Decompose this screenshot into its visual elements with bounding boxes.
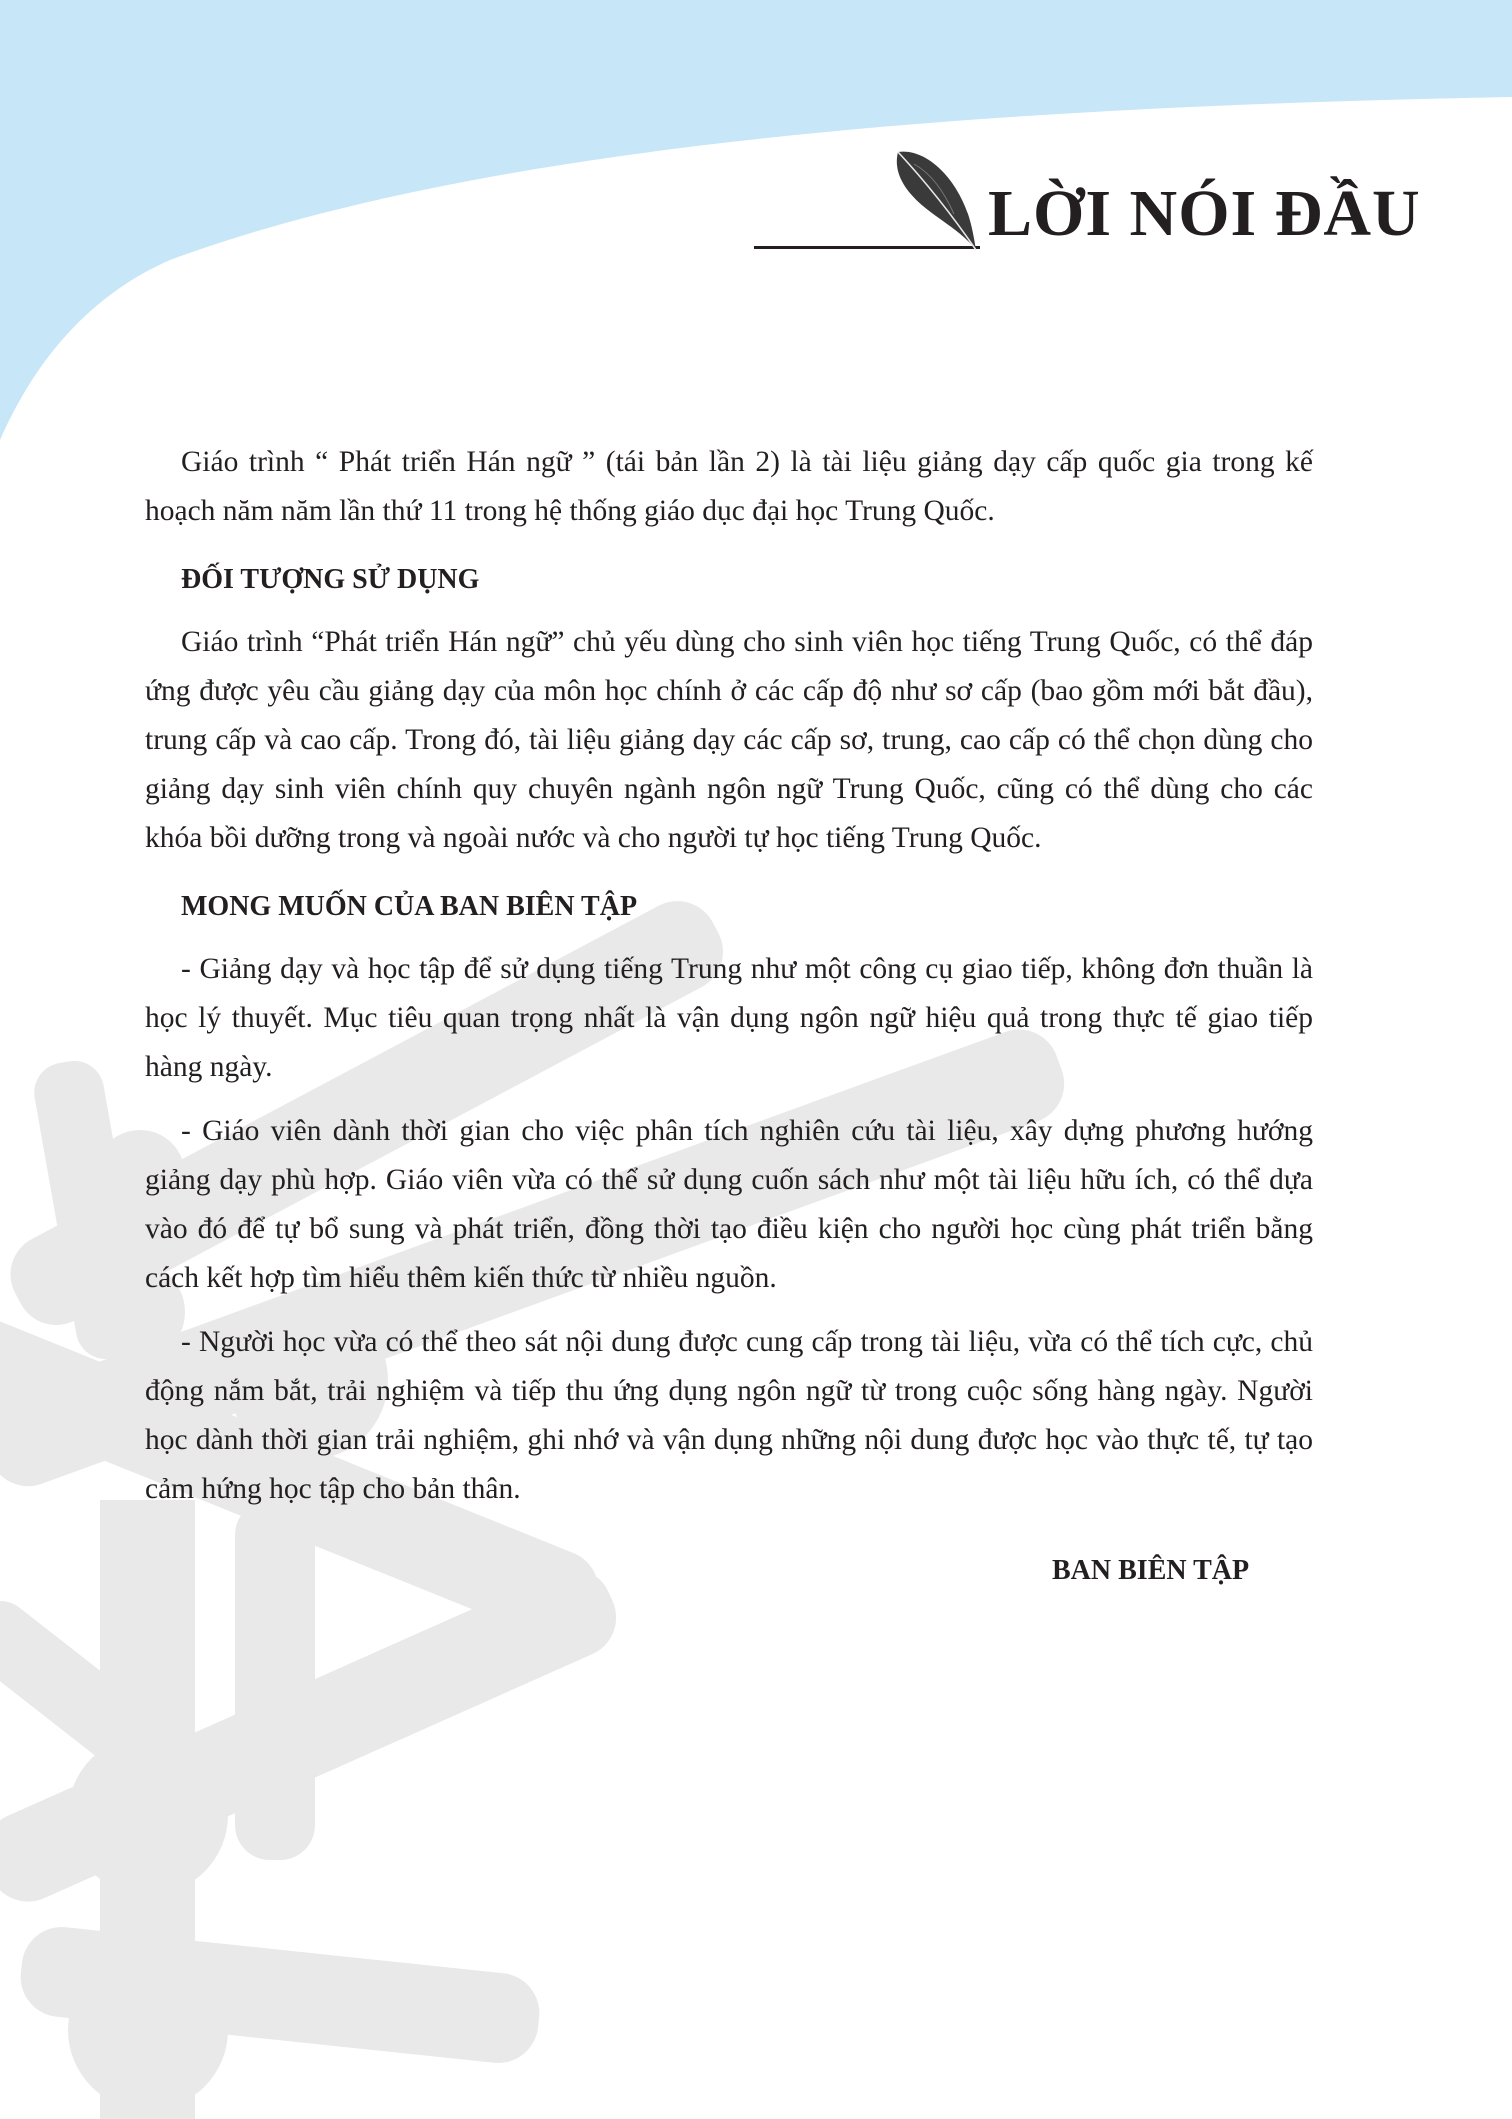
wish-point: - Người học vừa có thể theo sát nội dung được cung cấp trong tài liệu, vừa có thể tích cực, chủ động nắm bắt, trải nghiệm và tiếp thu ứng dụng ngôn ngữ từ trong cuộc sống hàng ngày. Người học dành thời gian trải nghiệm, ghi nhớ và vận dụng những nội dung được học vào thực tế, tự tạo cảm hứng học tập cho bản thân. [145,1326,1313,1505]
audience-paragraph: Giáo trình “Phát triển Hán ngữ” chủ yếu dùng cho sinh viên học tiếng Trung Quốc, có thể đáp ứng được yêu cầu giảng dạy của môn học chính ở các cấp độ như sơ cấp (bao gồm mới bắt đầu), trung cấp và cao cấp. Trong đó, tài liệu giảng dạy các cấp sơ, trung, cao cấp có thể chọn dùng cho giảng dạy sinh viên chính quy chuyên ngành ngôn ngữ Trung Quốc, cũng có thể dùng cho các khóa bồi dưỡng trong và ngoài nước và cho người tự học tiếng Trung Quốc. [145,626,1313,854]
signature: BAN BIÊN TẬP [1052,1555,1250,1586]
wish-point: - Giáo viên dành thời gian cho việc phân tích nghiên cứu tài liệu, xây dựng phương hướng giảng dạy phù hợp. Giáo viên vừa có thể sử dụng cuốn sách như một tài liệu hữu ích, có thể dựa vào đó để tự bổ sung và phát triển, đồng thời tạo điều kiện cho người học cùng phát triển bằng cách kết hợp tìm hiểu thêm kiến thức từ nhiều nguồn. [145,1115,1313,1294]
title-block [754,177,1421,270]
intro-paragraph: Giáo trình “ Phát triển Hán ngữ ” (tái bản lần 2) là tài liệu giảng dạy cấp quốc gia trong kế hoạch năm năm lần thứ 11 trong hệ thống giáo dục đại học Trung Quốc. [145,446,1313,527]
section-heading-audience: ĐỐI TƯỢNG SỬ DỤNG [181,564,480,595]
feather-icon [884,144,980,254]
page-title: LỜI NÓI ĐẦU [988,177,1421,250]
section-heading-editors-wish: MONG MUỐN CỦA BAN BIÊN TẬP [181,891,638,922]
preface-content [145,438,1313,1514]
wish-point: - Giảng dạy và học tập để sử dụng tiếng Trung như một công cụ giao tiếp, không đơn thuần là học lý thuyết. Mục tiêu quan trọng nhất là vận dụng ngôn ngữ hiệu quả trong thực tế giao tiếp hàng ngày. [145,953,1313,1083]
